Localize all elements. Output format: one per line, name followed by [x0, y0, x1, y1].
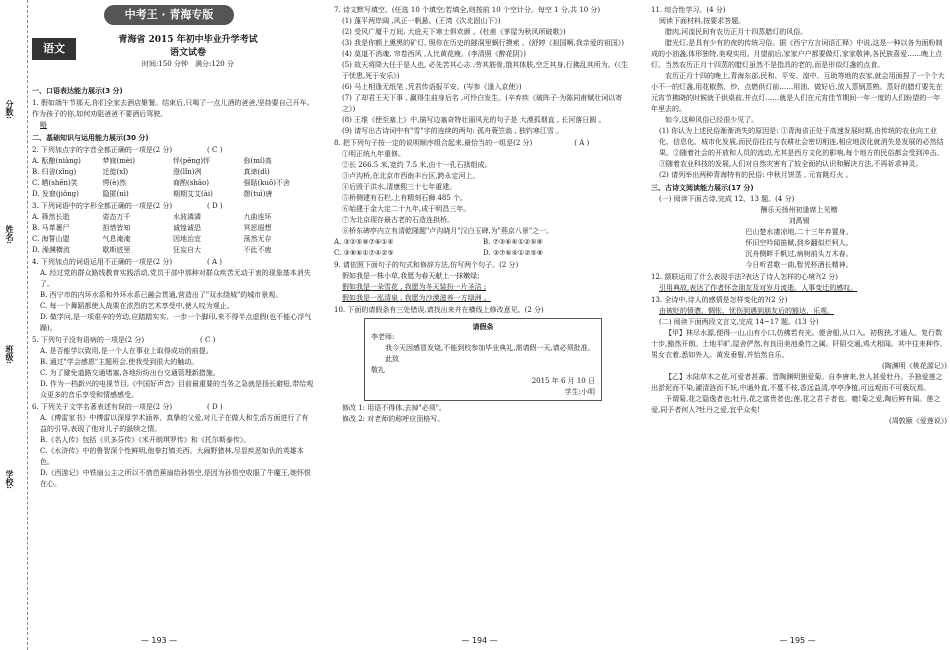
text-line: 腊光灯,是具有少有的夜的传统习俗。据《西宁方言词语汇释》中说,这是一种以各为面粉制成的小油盏,体形独特,美观实用。月望前后,家家户户都要做灯,家家敬神,各民族喜爱……晚上点灯。当然农历正月十四蒸的腊灯虽然不是指具的老的,而是形似灯盏的点食。: [651, 39, 943, 69]
text-line: C.《水浒传》中的鲁智深个性鲜明,他拳打镇关西、大闹野猪林,尽显疾恶如仇的英雄本色。: [40, 447, 304, 466]
text-line: C. 每一个舞蹈都使人战栗在浓烈的艺术享受中,使人叹为观止。: [40, 302, 234, 310]
option-item: D. ③⑦⑥④①②⑤⑧: [483, 249, 544, 257]
text-line: A. 是否能学以致用,是一个人在事业上取得成功的前提。: [40, 347, 213, 355]
text-line: 9. 请依照下面句子的句式和修辞方法,仿写两个句子。(2 分): [334, 261, 519, 269]
text-line: 11. 综合性学习。(4 分): [651, 6, 726, 14]
page-number: — 193 —: [140, 636, 178, 645]
option-item: 梦寐(mèi): [102, 157, 135, 165]
text-line: D. 作为一档新兴的电视节目,《中国好声音》目前最重要的当务之急就是扬长避短,带给观众更多的音乐享受和情感感受。: [40, 380, 314, 399]
exam-title: [88, 34, 288, 69]
text-line: 【甲】林尽水源,便得一山,山有小口,仿佛若有光。便舍船,从口入。初极狭,才通人。复行数十步,豁然开朗。土地平旷,屋舍俨然,有良田美池桑竹之属。阡陌交通,鸡犬相闻。其中往来种作,男女衣着,悉如外人。黄发垂髫,并怡然自乐。: [651, 329, 943, 359]
text-line: (陶渊明《桃花源记》): [882, 362, 947, 370]
section-heading: 三、古诗文阅读能力展示(17 分): [651, 184, 754, 192]
note-salutation: 李老师:: [371, 333, 395, 341]
exam-title-line: 青海省 2015 年初中毕业升学考试: [118, 35, 258, 45]
subject-logo: 语文: [32, 38, 76, 60]
text-line: 8. 把下列句子按一定的说明顺序组合起来,最恰当的一组是(2 分) ( A ): [334, 139, 590, 147]
option-item: B. 马革裹尸: [32, 224, 70, 232]
exam-meta: 时间:150 分钟 满分:120 分: [142, 60, 234, 68]
class-label: 班级:: [5, 345, 15, 364]
answer-line: 略: [40, 121, 47, 129]
page-195-content: [651, 4, 947, 427]
text-line: (4) 莫道不消魂, 帘卷西风 ,人比黄花瘦。(李清照《醉花阴》): [342, 50, 527, 58]
text-line: (5) 故天将降大任于是人也, 必先苦其心志 ,劳其筋骨,饿其体肤,空乏其身,行拂乱其所为。(《生于忧患,死于安乐》): [342, 61, 628, 80]
option-item: 愕(è)然: [102, 179, 127, 187]
text-line: ⑧桥东碑亭内立有清乾隆题"卢沟晓月"汉白玉碑,为"燕京八景"之一。: [342, 227, 554, 235]
option-item: 不此不疲: [243, 246, 272, 254]
note-closing: 此致: [385, 355, 399, 363]
page-194: [322, 0, 637, 650]
answer-line: 假如我是一泓清泉 , 我愿为沙漠滋养一方绿洲 。: [342, 294, 491, 302]
text-line: ⑤桥侧建有石栏,上有精刻石狮 485 个。: [342, 194, 468, 202]
page-193: [0, 0, 318, 650]
text-line: A.《傅雷家书》中傅雷以深厚学术涵养、真挚的父爱,对儿子在做人和生活方面进行了有益的引导,表现了他对儿子的舐犊之情。: [40, 414, 309, 433]
option-item: 真谛(dì): [243, 168, 270, 176]
text-line: (1) 你认为上述民俗渐渐消失的原因是: ①青海省正处于高速发展时期,由传统的农业向工业化、信息化、城市化发展,而民俗往往与农耕社会密切相连,相应地淡化就消失是发展的必然结果。②随着社会的开放和人员的流动,尤其是西方文化的影响,每个地方的民俗都会受到冲击。③随着农业科技的发展,人们对自然灾害有了较全面的认识和解决方法,不再祈求神灵。: [659, 127, 944, 168]
option-item: C. 晒(shěn)笑: [32, 179, 78, 187]
text-line: ①明正统九年重修。: [342, 150, 405, 158]
option-item: 气息淹淹: [102, 235, 131, 243]
text-line: 腊肉,河湟民间有农历正月十四蒸腊灯的风俗。: [665, 28, 808, 36]
text-line: 5. 下列句子没有语病的一项是(2 分) ( C ): [32, 336, 216, 344]
option-item: 歇斯底里: [102, 246, 131, 254]
text-line: ③卢沟桥,在北京市西南丰台区,跨永定河上。: [342, 172, 480, 180]
text-line: [32, 167, 314, 178]
text-line: (一) 阅读下面古诗,完成 12、13 题。(4 分): [659, 195, 795, 203]
section-heading: 二、基础知识与运用能力展示(30 分): [32, 134, 149, 142]
text-line: (3) 我是你额上熏黑的矿灯, 照你在历史的隧洞里蜗行摸索 。(舒婷《祖国啊,我亲爱的祖国》): [342, 39, 625, 47]
text-line: B. 通过"学会感恩"主题班会,使我受到很大的触动。: [40, 358, 199, 366]
text-line: 怀旧空吟闻笛赋,到乡翻似烂柯人。: [745, 239, 853, 247]
option-item: A. 箨然长逝: [32, 213, 70, 221]
binding-strip: [0, 0, 28, 650]
text-line: (二) 阅读下面两段文言文,完成 14~17 题。(13 分): [659, 318, 819, 326]
text-line: 假如我是一株小草,我愿为春天献上一抹嫩绿;: [342, 272, 480, 280]
note-signature: 学生:小明: [564, 388, 595, 396]
text-line: A. 经过党的群众路线教育实践活动,党员干部中那种对群众疾苦无动于衷的现象基本消失了。: [40, 269, 311, 288]
text-line: [32, 178, 314, 189]
page-194-content: [334, 4, 632, 425]
text-line: 今日听君歌一曲,暂凭杯酒长精神。: [745, 261, 853, 269]
text-line: [32, 245, 314, 256]
text-line: (2) 受风广厦千万间, 大庇天下寒士俱欢颜 。(杜甫《茅屋为秋风所破歌》): [342, 28, 566, 36]
text-line: ⑥始建于金大定二十九年,成于明昌三年。: [342, 205, 471, 213]
text-line: (1) 蓬平两岸阔 ,风正一帆悬。(王湾《次北固山下》): [342, 17, 501, 25]
note-title: 请假条: [472, 322, 494, 331]
text-line: 1. 假如端午节那天,你们全家去酒店聚餐。结束后,只喝了一点儿酒的爸爸,坚持要自己开车。作为孩子的你,如何劝阻爸爸不要酒后驾驶。: [32, 99, 314, 118]
text-line: [334, 237, 632, 248]
text-line: D. 做学问,是一项艰辛的劳动,应踏踏实实、一步一个脚印,来不得半点虚假(也不能心浮气躁)。: [40, 313, 312, 332]
option-item: 迁徙(xǐ): [102, 168, 129, 176]
page-193-content: [32, 84, 314, 490]
leave-note: [364, 318, 602, 401]
option-item: 怦(pēng)怦: [173, 157, 211, 165]
text-line: 【乙】水陆草木之花,可爱者甚蕃。晋陶渊明独爱菊。自李唐来,世人甚爱牡丹。予独爱莲之出淤泥而不染,濯清涟而不妖,中通外直,不蔓不枝,香远益清,亭亭净植,可远观而不可亵玩焉。: [651, 373, 943, 392]
score-label: 分数:: [5, 100, 15, 119]
option-item: A. ③②⑤⑧⑦⑥①④: [334, 238, 394, 246]
school-label: 学校:: [5, 470, 15, 489]
text-line: 3. 下列词语中的字形全都正确的一项是(2 分) ( D ): [32, 202, 223, 210]
text-line: B. 西宁市的内环水系和外环水系已融会贯通,营造出了"双水绕城"的城市景观。: [40, 291, 283, 299]
text-line: C. 为了避免道路交通堵塞,各地纷纷出台交通管理新措施。: [40, 369, 220, 377]
text-line: 刘禹锡: [788, 217, 810, 225]
answer-line: 假如我是一朵雪花 , 我愿为冬天装扮一片圣洁 ;: [342, 283, 487, 291]
text-line: 如今,这种风俗已经很少见了。: [665, 116, 759, 124]
option-item: C. 海誓山盟: [32, 235, 70, 243]
text-line: [32, 223, 314, 234]
text-line: 予谓菊,花之隐逸者也;牡丹,花之富贵者也;莲,花之君子者也。噫!菊之爱,陶后鲜有闻。莲之爱,同予者何人?牡丹之爱,宜乎众矣!: [651, 395, 941, 414]
option-item: A. 酝酿(niàng): [32, 157, 81, 165]
option-item: 隐匿(nì): [102, 190, 129, 198]
text-line: 沉舟侧畔千帆过,病树前头万木春。: [745, 250, 853, 258]
text-line: 2. 下列加点字的字音全都正确的一项是(2 分) ( C ): [32, 146, 223, 154]
option-item: 姿态万千: [102, 213, 131, 221]
answer-line: 引用典故,表达了作者怀念朋友及对岁月流逝、人事变迁的感叹。: [659, 284, 858, 292]
option-item: 弥(mí)高: [243, 157, 272, 165]
option-item: 憩(tuì)唐: [243, 190, 273, 198]
note-date: 2015 年 6 月 10 日: [531, 377, 595, 385]
option-item: 狂妄自大: [173, 246, 201, 254]
note-body: 我今天因感冒发烧,不能到校参加毕业典礼,需请假一天,请必须批准。: [385, 344, 595, 352]
option-item: 荡然无存: [243, 235, 272, 243]
text-line: 巴山楚水凄凉地,二十三年弃置身。: [745, 228, 853, 236]
text-line: [32, 156, 314, 167]
text-line: D.《西游记》中铁扇公主之所以不借芭蕉扇给孙悟空,是因为孙悟空收服了牛魔王,她怀恨在心。: [40, 469, 312, 488]
text-line: 12. 颔联运用了什么表现手法?表达了诗人怎样的心境?(2 分): [651, 273, 839, 281]
text-line: [32, 234, 314, 245]
text-line: 修改 2: 对老师的称呼应顶格写。: [342, 415, 445, 423]
text-line: 酬乐天扬州初逢席上见赠: [760, 206, 838, 214]
text-line: ⑦为北京现存最古老的石造连拱桥。: [342, 216, 454, 224]
option-item: 担惜皆知: [102, 224, 131, 232]
answer-line: 由被贬的愤懑、惆怅、忧伤到遇到朋友后的豁达、乐观。: [659, 307, 834, 315]
text-line: (8) 王维《使至塞上》中,描写边塞奇特壮丽风光的句子是 大漠孤烟直 , 长河落日圆 。: [342, 116, 606, 124]
text-line: 13. 全诗中,诗人的感情是怎样变化的?(2 分): [651, 296, 788, 304]
option-item: 因地治宜: [173, 235, 201, 243]
section-heading: 一、口语表达能力展示(3 分): [32, 87, 123, 95]
text-line: 7. 诗文默写填空。(任选 10 个填空;若填全,则按前 10 个空计分。每空 1 分,共 10 分): [334, 6, 601, 14]
text-line: (6) 马上相逢无纸笔 ,凭君传语报平安。(岑参《逢入京使》): [342, 83, 522, 91]
option-item: 诚惶诚恐: [173, 224, 201, 232]
option-item: 水波潾潾: [173, 213, 201, 221]
option-item: 澄(lǐn)冽: [173, 168, 202, 176]
page-195: [645, 0, 950, 650]
text-line: [32, 212, 314, 223]
option-item: 期期艾艾(ài): [173, 190, 213, 198]
text-line: [334, 248, 632, 259]
text-line: 6. 下列关于文学名著表述有误的一项是(2 分) ( D ): [32, 403, 223, 411]
text-line: ④后毁于洪水,清康熙三十七年重建。: [342, 183, 457, 191]
text-line: 修改 1: 用语不得体,去掉"必须"。: [342, 404, 446, 412]
text-line: 阅读下面材料,按要求答题。: [659, 17, 746, 25]
text-line: B.《名人传》包括《贝多芬传》《米开朗琪罗传》和《托尔斯泰传》。: [40, 436, 251, 444]
edition-banner: 中考王 · 青海专版: [104, 5, 234, 25]
option-item: B. 归省(xǐng): [32, 168, 77, 176]
option-item: 商酌(shāo): [173, 179, 209, 187]
text-line: (9) 请写出古诗词中有"雪"字的连续的两句: 孤舟蓑笠翁 , 独钓寒江雪 。: [342, 127, 564, 135]
exam-subtitle: 语文试卷: [169, 48, 206, 58]
option-item: B. ⑦③⑥④①②⑤⑧: [483, 238, 543, 246]
text-line: (7) 了却君王天下事 , 赢得生前身后名 ,可怜白发生。(辛弃疾《破阵子·为陈同甫赋壮词以寄之》): [342, 94, 623, 113]
name-label: 姓名:: [5, 225, 15, 244]
text-line: (2) 请列举出两种青海特有的民俗: 中秋月饼蒸 , 元宵跳灯火 。: [659, 171, 853, 179]
option-item: D. 澡渊横流: [32, 246, 70, 254]
text-line: ②长 266.5 米,宽约 7.5 米,由十一孔石拱组成。: [342, 161, 492, 169]
note-salute: 敬礼: [371, 366, 385, 374]
text-line: (周敦颐《爱莲说》): [889, 417, 947, 425]
option-item: 冥思遐想: [243, 224, 272, 232]
text-line: 10. 下面的请假条有三处错误,请找出来并在横线上修改意见。(2 分): [334, 306, 544, 314]
text-line: 4. 下列加点的词语运用不正确的一项是(2 分) ( A ): [32, 258, 223, 266]
page-number: — 195 —: [779, 636, 816, 645]
option-item: C. ③⑧⑥①⑦④②⑤: [334, 249, 394, 257]
page-number: — 194 —: [461, 636, 498, 645]
text-line: [32, 189, 314, 200]
text-line: 农历正月十四的晚上,青海东部,民和、平安、湟中、互助等地的农家,就会用面捏了一个个大小不一的灯盏,用花椒熬、炒、点燃供灯前……用油、做好后,放人蒸锅蒸熟。蒸好的腊灯要先在元宵节拂晓的时候就于供桌前,并点灯……就是人们在元宵佳节期间一年一度的人们盼望的一年年里去的。: [651, 72, 945, 113]
option-item: 九曲连环: [243, 213, 272, 221]
option-item: 强聒(kuō)不舍: [243, 179, 290, 187]
option-item: D. 发窘(jiǒng): [32, 190, 79, 198]
